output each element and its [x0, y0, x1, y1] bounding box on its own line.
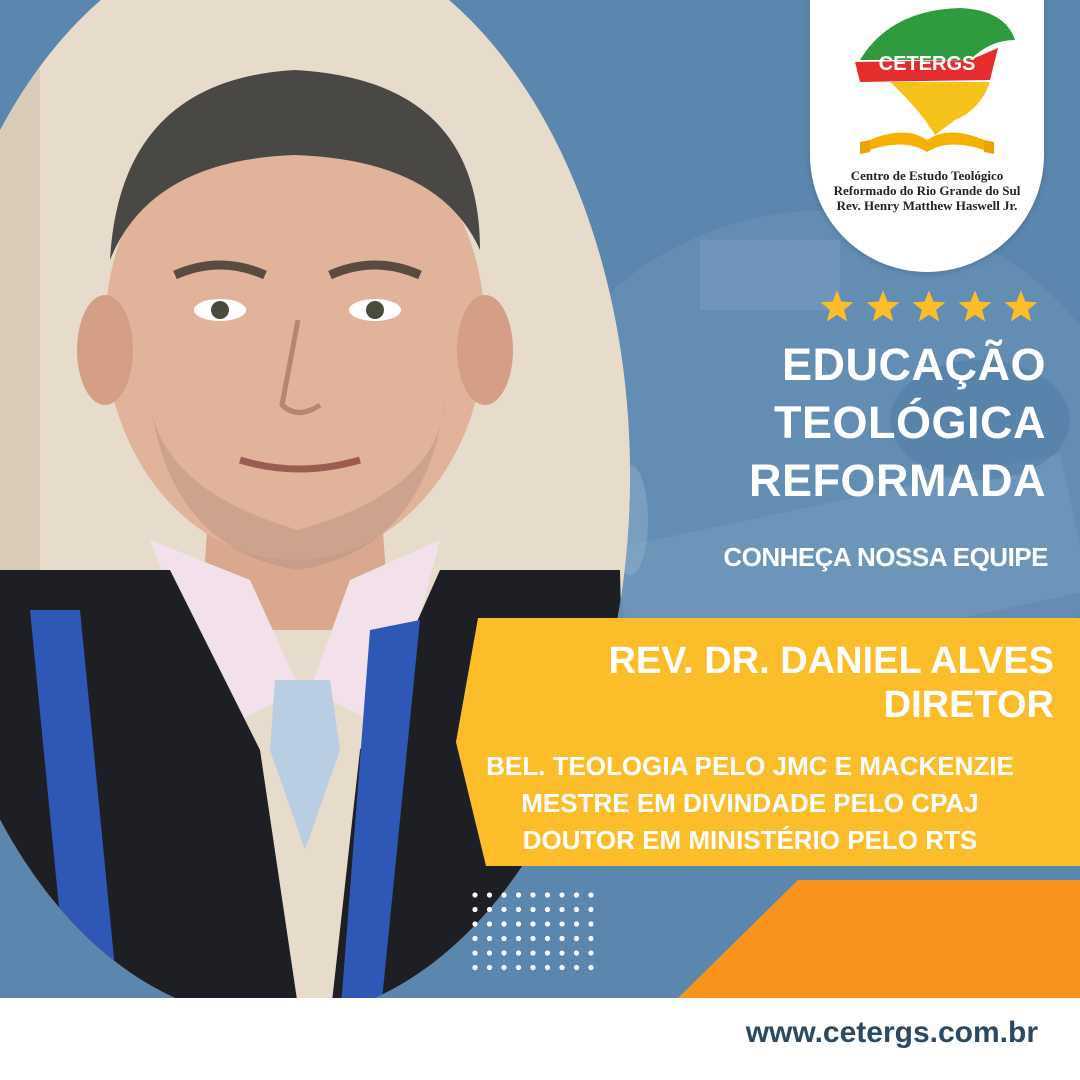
dot — [545, 950, 550, 955]
dot — [487, 892, 492, 897]
dot — [559, 950, 564, 955]
dot — [472, 892, 477, 897]
headline-line-3: REFORMADA — [749, 455, 1046, 506]
dot — [530, 936, 535, 941]
dot — [487, 921, 492, 926]
person-name: REV. DR. DANIEL ALVES — [608, 640, 1054, 682]
dot — [588, 950, 593, 955]
dot — [472, 907, 477, 912]
dot — [574, 921, 579, 926]
dot — [574, 907, 579, 912]
dot — [501, 936, 506, 941]
footer — [0, 998, 1080, 1080]
credential-line: DOUTOR EM MINISTÉRIO PELO RTS — [522, 825, 978, 855]
subtitle: CONHEÇA NOSSA EQUIPE — [723, 542, 1048, 572]
dot — [516, 936, 521, 941]
dot — [516, 950, 521, 955]
dot — [545, 892, 550, 897]
dot — [472, 936, 477, 941]
dot — [487, 936, 492, 941]
dot — [559, 892, 564, 897]
dot — [588, 921, 593, 926]
dot — [574, 965, 579, 970]
dot — [501, 950, 506, 955]
dot — [487, 907, 492, 912]
logo-line-2: Reformado do Rio Grande do Sul — [833, 183, 1021, 198]
dot — [545, 936, 550, 941]
dot — [530, 921, 535, 926]
dot — [516, 907, 521, 912]
headline-line-1: EDUCAÇÃO — [781, 339, 1046, 390]
dot — [588, 965, 593, 970]
dot — [501, 892, 506, 897]
dot — [530, 892, 535, 897]
dot — [545, 965, 550, 970]
dot — [588, 936, 593, 941]
dot — [501, 965, 506, 970]
headline-line-2: TEOLÓGICA — [774, 397, 1046, 448]
dot — [472, 965, 477, 970]
dot — [516, 965, 521, 970]
logo-line-3: Rev. Henry Matthew Haswell Jr. — [836, 198, 1018, 213]
dot — [516, 921, 521, 926]
credential-line: BEL. TEOLOGIA PELO JMC E MACKENZIE — [486, 751, 1014, 781]
dot — [545, 921, 550, 926]
dot — [501, 907, 506, 912]
logo-title: CETERGS — [878, 53, 976, 75]
credential-line: MESTRE EM DIVINDADE PELO CPAJ — [521, 788, 979, 818]
person-role: DIRETOR — [883, 684, 1054, 726]
dot — [559, 921, 564, 926]
dot — [545, 907, 550, 912]
dot — [574, 892, 579, 897]
dot — [472, 921, 477, 926]
decorative-dot-grid — [470, 890, 595, 972]
dot — [574, 950, 579, 955]
dot — [487, 950, 492, 955]
dot — [516, 892, 521, 897]
dot — [530, 965, 535, 970]
dot — [530, 907, 535, 912]
dot — [588, 892, 593, 897]
person-credentials — [450, 748, 1050, 859]
dot — [530, 950, 535, 955]
dot — [559, 965, 564, 970]
dot — [588, 907, 593, 912]
dot — [559, 936, 564, 941]
dot — [501, 921, 506, 926]
dot — [574, 936, 579, 941]
dot — [559, 907, 564, 912]
dot — [487, 965, 492, 970]
dot — [472, 950, 477, 955]
logo-line-1: Centro de Estudo Teológico — [850, 168, 1004, 183]
website-link[interactable]: www.cetergs.com.br — [745, 1016, 1038, 1049]
